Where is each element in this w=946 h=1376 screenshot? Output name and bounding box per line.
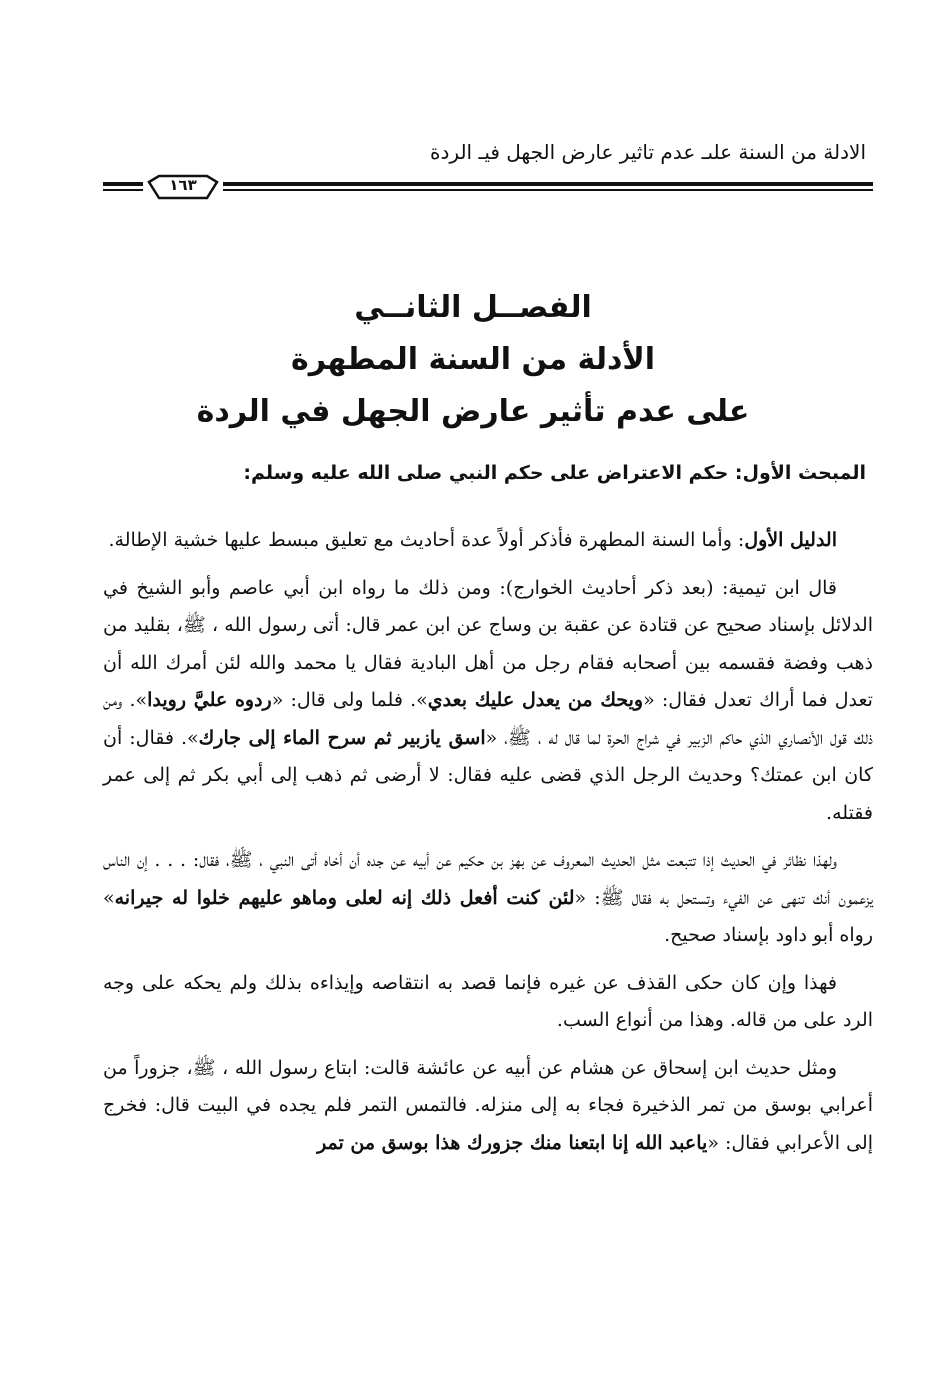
chapter-subtitle-2: على عدم تأثير عارض الجهل في الردة [196,394,750,429]
hadith-quote: لئن كنت أفعل ذلك إنه لعلى وماهو عليهم خلوا له جيرانه [114,886,575,909]
hadith-quote: ردوه عليَّ رويدا [147,689,272,711]
evidence-label: الدليل الأول [744,529,837,551]
chapter-number: الفصــل الثانــي [354,290,592,325]
paragraph-4: فهذا وإن كان حكى القذف عن غيره فإنما قصد به انتقاصه وإيذاءه بذلك ولم يحكه على وجه الرد على من قاله. وهذا من أنواع السب. [103,971,873,1031]
rule-thin-line [223,189,873,191]
paragraph-2: قال ابن تيمية: (بعد ذكر أحاديث الخوارج): ومن ذلك ما رواه ابن أبي عاصم وأبو الشيخ في الدلائل بإسناد صحيح عن قتادة عن عقبة بن وساج عن ابن عمر قال: أتى رسول الله ، ﷺ، بقليد من ذهب وفضة فقسمه بين أصحابه فقام رجل من أهل البادية فقال يا محمد والله لئن أمرك الله أن تعدل فما أراك تعدل فقال: «ويحك من يعدل عليك بعدي». فلما ولى قال: «ردوه عليَّ رويدا». ومن ذلك قول الأنصاري الذي حاكم الزبير في شراج الحرة لما قال له ، ﷺ، «اسق يازبير ثم سرح الماء إلى جارك». فقال: أن كان ابن عمتك؟ وحديث الرجل الذي قضى عليه فقال: لا أرضى ثم ذهب إلى أبي بكر ثم إلى عمر فقتله. [103,576,873,824]
chapter-title [100,282,846,438]
paragraph-5: ومثل حديث ابن إسحاق عن هشام عن أبيه عن عائشة قالت: ابتاع رسول الله ، ﷺ، جزوراً من أعرابي بوسق من تمر الذخيرة فجاء به إلى منزله. فالتمس التمر فلم يجده في البيت قال: فخرج إلى الأعرابي فقال: «ياعبد الله إنا ابتعنا منك جزورك هذا بوسق من تمر [103,1056,873,1154]
running-header: الادلة من السنة علىـ عدم تاثير عارض الجهل فيـ الردة [430,140,866,164]
page-number: ١٦٣ [169,176,197,194]
hadith-quote: اسق يازبير ثم سرح الماء إلى جارك [198,726,486,749]
header-rule [103,176,873,200]
hadith-quote: ياعبد الله إنا ابتعنا منك جزورك هذا بوسق من تمر [317,1131,708,1154]
section-heading: المبحث الأول: حكم الاعتراض على حكم النبي صلى الله عليه وسلم: [243,462,866,484]
paragraph-1: الدليل الأول: وأما السنة المطهرة فأذكر أولاً عدة أحاديث مع تعليق مبسط عليها خشية الإطالة. [108,529,837,551]
hadith-quote: ويحك من يعدل عليك بعدي [427,689,644,711]
rule-left-segment [103,182,143,186]
page-number-badge [147,174,219,200]
rule-thick-line [223,182,873,186]
body-text [103,522,873,1162]
paragraph-3: ولهذا نظائر في الحديث إذا تتبعت مثل الحديث المعروف عن بهز بن حكيم عن أبيه عن جده أن أخاه أتى النبي ، ﷺ، فقال: . . . إن الناس يزعمون أنك تنهى عن الفيء وتستحل به فقال ﷺ: «لئن كنت أفعل ذلك إنه لعلى وماهو عليهم خلوا له جيرانه» رواه أبو داود بإسناد صحيح. [103,849,873,946]
rule-left-thin-segment [103,189,143,191]
chapter-subtitle-1: الأدلة من السنة المطهرة [291,342,655,377]
